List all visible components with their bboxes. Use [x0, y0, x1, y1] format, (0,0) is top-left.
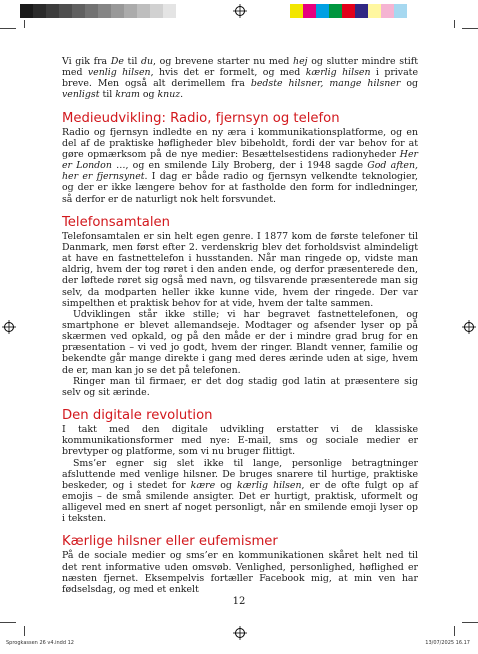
grey-swatch: [46, 4, 59, 18]
registration-mark-icon: [233, 4, 247, 18]
section-heading: Den digitale revolution: [62, 408, 213, 424]
text-run: I takt med den digitale udvikling erstatter vi de klassiske kommunikationsformer med nye: E-mail, sms og sociale medier er brevtyper og platforme, som vi nu bruger flittigt.: [62, 424, 418, 458]
process-color-swatch: [303, 4, 316, 18]
italic-text: De: [110, 56, 124, 67]
italic-text: venligst: [62, 89, 100, 101]
italic-text: kære: [190, 479, 216, 491]
page-body: [62, 56, 418, 595]
italic-text: God aften, her er fjernsynet: [62, 160, 418, 183]
process-color-swatch: [355, 4, 368, 18]
grey-swatch: [85, 4, 98, 18]
text-run: Radio og fjernsyn indledte en ny æra i kommunikationsplatforme, og en del af de praktiske høfligheder blev bibeholdt, fordi der var behov for at gøre opmærksom på de nye medier: Besættelsestidens radionyheder: [62, 126, 418, 160]
registration-mark-icon: [233, 626, 247, 640]
text-run: Udviklingen står ikke stille; vi har begravet fastnettelefonen, og smartphone er blevet allemandseje. Modtager og afsender lyser op på skærmen ved opkald, og på den måde er der i mindre grad brug for en præsentation – vi ved jo godt, hvem der ringer. Blandt venner, familie og bekendte går mange direkte i gang med deres ærinde uden at sige, hvem de er, man kan jo se det på telefonen.: [62, 308, 418, 376]
crop-mark: [0, 28, 16, 29]
process-color-swatch: [316, 4, 329, 18]
text-run: .: [180, 89, 184, 101]
page-number: 12: [232, 596, 246, 607]
text-run: i private breve. Men også alt derimellem fra: [62, 67, 418, 90]
italic-text: kram: [115, 89, 140, 101]
slug-file: Sprogkassen 26 v4.indd 12: [6, 640, 74, 646]
process-color-swatch: [381, 4, 394, 18]
text-run: og: [139, 89, 158, 101]
process-color-swatch: [394, 4, 407, 18]
registration-mark-icon: [2, 320, 16, 334]
italic-text: kærlig hilsen: [237, 479, 302, 491]
crop-mark: [24, 20, 25, 28]
grey-swatch: [137, 4, 150, 18]
process-color-swatch: [342, 4, 355, 18]
text-run: , og brevene starter nu med: [153, 56, 294, 67]
body-paragraph: [62, 127, 418, 205]
process-color-swatch: [368, 4, 381, 18]
grey-swatch: [33, 4, 46, 18]
italic-text: kærlig hilsen: [305, 67, 371, 79]
grey-swatch: [124, 4, 137, 18]
registration-mark-icon: [462, 320, 476, 334]
body-paragraph: [62, 550, 418, 595]
section-heading: Telefonsamtalen: [62, 214, 170, 230]
text-run: , og en smilende Lily Broberg, der i 1948 sagde: [125, 160, 368, 172]
section-heading: Medieudvikling: Radio, fjernsyn og telefon: [62, 110, 340, 126]
grey-swatch: [72, 4, 85, 18]
italic-text: hej: [293, 56, 308, 67]
body-paragraph: [62, 231, 418, 309]
crop-mark: [462, 28, 478, 29]
text-run: og: [400, 78, 418, 90]
grey-swatch: [98, 4, 111, 18]
grey-swatch: [59, 4, 72, 18]
intro-paragraph: [62, 56, 418, 101]
text-run: . I dag er både radio og fjernsyn velkendte teknologier, og der er ikke længere behov for at fastholde den form for indledninger, så derfor er de naturligt nok helt forsvundet.: [62, 171, 418, 205]
body-paragraph: [62, 424, 418, 457]
crop-mark: [454, 626, 455, 636]
text-run: Sms’er egner sig slet ikke til lange, personlige betragtninger afsluttende med venlige hilsner. De bruges snarere til hurtige, praktiske beskeder, og i stedet for: [62, 457, 418, 491]
section-heading: Kærlige hilsner eller eufemismer: [62, 534, 278, 550]
text-run: til: [123, 56, 141, 67]
slug-date: 13/07/2025 16.17: [425, 640, 470, 646]
body-paragraph: [62, 458, 418, 525]
slug-line: [0, 640, 478, 650]
italic-text: venlig hilsen: [87, 67, 151, 79]
text-run: og slutter mindre stift med: [62, 56, 419, 79]
crop-mark: [0, 622, 16, 623]
sections: [62, 111, 418, 595]
italic-text: Her er London …: [62, 148, 418, 172]
grey-swatch: [111, 4, 124, 18]
crop-mark: [462, 622, 478, 623]
crop-mark: [24, 626, 25, 636]
text-run: På de sociale medier og sms’er en kommunikationen skåret helt ned til det rent informative uden omsvøb. Venlighed, personlighed, høflighed er næsten fjernet. Eksempelvis fortæller Facebook mig, at min ven har fødselsdag, og med et enkelt: [62, 550, 418, 595]
text-run: til: [99, 89, 116, 101]
text-run: Telefonsamtalen er sin helt egen genre. I 1877 kom de første telefoner til Danmark, men først efter 2. verdenskrig blev det forholdsvist almindeligt at have en fastnettelefon i husstanden. Når man ringede op, vidste man aldrig, hvem der tog røret i den anden ende, og derfor præsenterede den, der løftede røret sig også med navn, og tilsvarende præsenterede man sig selv, da modparten heller ikke kunne vide, hvem der ringede. Der var simpelthen et praktisk behov for at vide, hvem der talte sammen.: [62, 230, 418, 309]
body-paragraph: [62, 309, 418, 376]
grey-swatch: [150, 4, 163, 18]
text-run: , er de ofte fulgt op af emojis – de små smilende ansigter. Det er hurtigt, praktisk, uformelt og alligevel med en snert af noget personligt, når en smilende emoji lyser op i teksten.: [62, 479, 419, 525]
italic-text: du: [140, 56, 154, 67]
italic-text: bedste hilsner, mange hilsner: [250, 78, 401, 90]
crop-mark: [454, 20, 455, 28]
text-run: Ringer man til firmaer, er det dog stadig god latin at præsentere sig selv og sit ærinde.: [62, 375, 418, 398]
text-run: , hvis det er formelt, og med: [150, 67, 306, 79]
process-color-swatch: [329, 4, 342, 18]
text-run: og: [215, 479, 238, 491]
grey-swatch: [163, 4, 176, 18]
body-paragraph: [62, 376, 418, 398]
text-run: Vi gik fra: [62, 56, 111, 67]
italic-text: knuz: [157, 89, 181, 101]
grey-swatch: [20, 4, 33, 18]
process-color-swatch: [290, 4, 303, 18]
